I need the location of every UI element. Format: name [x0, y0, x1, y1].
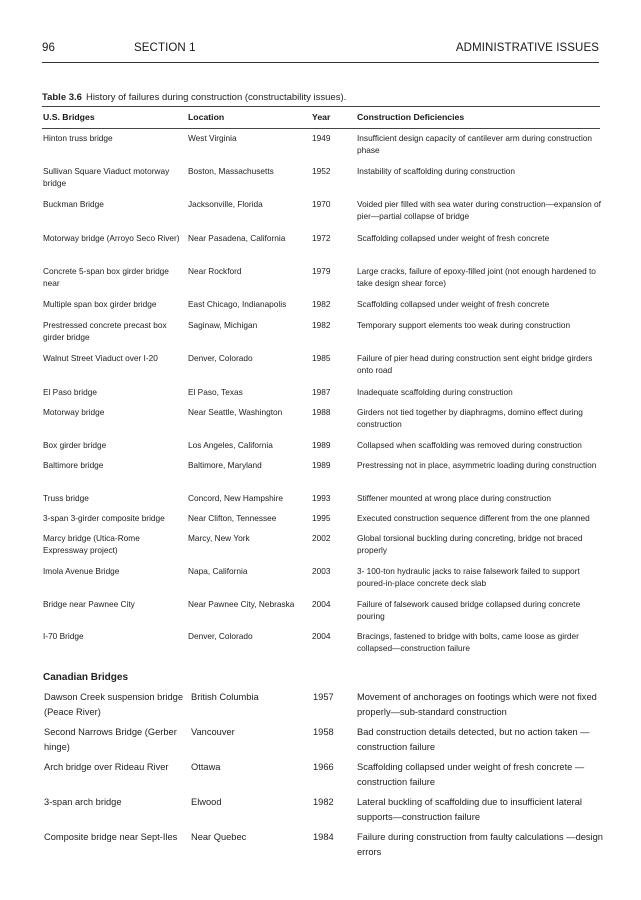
- chapter-title: ADMINISTRATIVE ISSUES: [455, 42, 599, 54]
- location-cell: El Paso, Texas: [188, 387, 243, 397]
- year-cell: 1972: [312, 233, 331, 243]
- bridge-cell: Bridge near Pawnee City: [43, 599, 135, 609]
- year-cell: 1982: [312, 320, 331, 330]
- location-cell: Denver, Colorado: [188, 353, 253, 363]
- deficiency-cell: Temporary support elements too weak during construction: [357, 320, 571, 330]
- location-cell: British Columbia: [191, 692, 259, 702]
- location-cell: Napa, California: [188, 566, 248, 576]
- bridge-cell: Dawson Creek suspension bridge (Peace River): [44, 692, 184, 717]
- deficiency-cell: Bracings, fastened to bridge with bolts, came loose as girder collapsed—construction failure: [357, 631, 579, 654]
- year-cell: 1989: [312, 440, 331, 450]
- bridge-cell: 3-span arch bridge: [44, 797, 122, 807]
- location-cell: Jacksonville, Florida: [188, 199, 263, 209]
- bridge-cell: Composite bridge near Sept-Iles: [44, 832, 178, 842]
- bridge-cell: Baltimore bridge: [43, 460, 104, 470]
- running-head: [42, 42, 599, 58]
- year-cell: 1979: [312, 266, 331, 276]
- deficiency-cell: Insufficient design capacity of cantilever arm during construction phase: [357, 133, 593, 156]
- year-cell: 2004: [312, 599, 331, 609]
- deficiency-cell: Failure during construction from faulty calculations —design errors: [357, 832, 603, 857]
- deficiency-cell: Global torsional buckling during concreting, bridge not braced properly: [357, 533, 583, 556]
- page-number: 96: [42, 42, 55, 54]
- location-cell: Boston, Massachusetts: [188, 166, 274, 176]
- deficiency-cell: Scaffolding collapsed under weight of fresh concrete: [357, 299, 550, 309]
- deficiency-cell: Scaffolding collapsed under weight of fresh concrete —construction failure: [357, 762, 585, 787]
- table-caption: [42, 92, 346, 103]
- location-cell: Vancouver: [191, 727, 235, 737]
- year-cell: 1982: [313, 797, 334, 807]
- deficiency-cell: Voided pier filled with sea water during construction—expansion of pier—partial collapse of bridge: [357, 199, 601, 222]
- bridge-cell: Box girder bridge: [43, 440, 107, 450]
- year-cell: 1993: [312, 493, 331, 503]
- deficiency-cell: Stiffener mounted at wrong place during construction: [357, 493, 552, 503]
- year-cell: 1982: [312, 299, 331, 309]
- deficiency-cell: Lateral buckling of scaffolding due to insufficient lateral supports—construction failure: [357, 797, 582, 822]
- deficiency-cell: 3- 100-ton hydraulic jacks to raise falsework failed to support poured-in-place concrete deck slab: [357, 566, 580, 589]
- deficiency-cell: Prestressing not in place, asymmetric loading during construction: [357, 460, 597, 470]
- location-cell: East Chicago, Indianapolis: [188, 299, 287, 309]
- deficiency-cell: Girders not tied together by diaphragms, domino effect during construction: [357, 407, 583, 430]
- year-cell: 1949: [312, 133, 331, 143]
- bridge-cell: Sullivan Square Viaduct motorway bridge: [43, 166, 170, 189]
- table-label: Table 3.6: [42, 92, 82, 103]
- bridge-cell: Multiple span box girder bridge: [43, 299, 157, 309]
- deficiency-cell: Inadequate scaffolding during construction: [357, 387, 513, 397]
- year-cell: 1970: [312, 199, 331, 209]
- location-cell: Elwood: [191, 797, 222, 807]
- canadian-bridges-heading: Canadian Bridges: [43, 672, 129, 683]
- year-cell: 1987: [312, 387, 331, 397]
- section-label: SECTION 1: [134, 42, 196, 54]
- year-cell: 2004: [312, 631, 331, 641]
- location-cell: Concord, New Hampshire: [188, 493, 283, 503]
- location-cell: West Virginia: [188, 133, 237, 143]
- deficiency-cell: Movement of anchorages on footings which were not fixed properly—sub-standard construction: [357, 692, 597, 717]
- location-cell: Los Angeles, California: [188, 440, 273, 450]
- location-cell: Near Clifton, Tennessee: [188, 513, 277, 523]
- deficiency-cell: Bad construction details detected, but no action taken —construction failure: [357, 727, 590, 752]
- header-rule: [42, 62, 599, 63]
- deficiency-cell: Collapsed when scaffolding was removed during construction: [357, 440, 582, 450]
- location-cell: Baltimore, Maryland: [188, 460, 262, 470]
- year-cell: 1985: [312, 353, 331, 363]
- bridge-cell: Truss bridge: [43, 493, 89, 503]
- column-header-bridge: U.S. Bridges: [43, 112, 95, 122]
- table-caption-text: History of failures during construction (constructability issues).: [85, 92, 347, 103]
- deficiency-cell: Large cracks, failure of epoxy-filled joint (not enough hardened to take design shear force): [357, 266, 596, 289]
- column-header-deficiency: Construction Deficiencies: [357, 112, 465, 122]
- year-cell: 1995: [312, 513, 331, 523]
- year-cell: 1984: [313, 832, 334, 842]
- column-header-year: Year: [312, 112, 331, 122]
- location-cell: Near Pasadena, California: [188, 233, 286, 243]
- bridge-cell: Arch bridge over Rideau River: [44, 762, 169, 772]
- bridge-cell: Motorway bridge (Arroyo Seco River): [43, 233, 180, 243]
- deficiency-cell: Failure of falsework caused bridge collapsed during concrete pouring: [357, 599, 581, 622]
- year-cell: 2003: [312, 566, 331, 576]
- year-cell: 1957: [313, 692, 334, 702]
- bridge-cell: 3-span 3-girder composite bridge: [43, 513, 165, 523]
- location-cell: Near Seattle, Washington: [188, 407, 283, 417]
- year-cell: 1989: [312, 460, 331, 470]
- location-cell: Ottawa: [191, 762, 221, 772]
- year-cell: 2002: [312, 533, 331, 543]
- bridge-cell: I-70 Bridge: [43, 631, 84, 641]
- bridge-cell: El Paso bridge: [43, 387, 97, 397]
- bridge-cell: Walnut Street Viaduct over I-20: [43, 353, 158, 363]
- deficiency-cell: Executed construction sequence different from the one planned: [357, 513, 590, 523]
- bridge-cell: Marcy bridge (Utica-Rome Expressway project): [43, 533, 140, 556]
- bridge-cell: Hinton truss bridge: [43, 133, 113, 143]
- year-cell: 1952: [312, 166, 331, 176]
- bridge-cell: Second Narrows Bridge (Gerber hinge): [44, 727, 177, 752]
- location-cell: Near Rockford: [188, 266, 242, 276]
- location-cell: Marcy, New York: [188, 533, 250, 543]
- location-cell: Denver, Colorado: [188, 631, 253, 641]
- bridge-cell: Imola Avenue Bridge: [43, 566, 120, 576]
- column-header-location: Location: [188, 112, 225, 122]
- deficiency-cell: Instability of scaffolding during construction: [357, 166, 516, 176]
- location-cell: Near Pawnee City, Nebraska: [188, 599, 295, 609]
- failures-table: [42, 106, 601, 654]
- bridge-cell: Concrete 5-span box girder bridge near: [43, 266, 169, 289]
- table-header-row: [42, 106, 600, 129]
- bridge-cell: Buckman Bridge: [43, 199, 104, 209]
- location-cell: Near Quebec: [191, 832, 247, 842]
- location-cell: Saginaw, Michigan: [188, 320, 258, 330]
- bridge-cell: Prestressed concrete precast box girder bridge: [43, 320, 167, 343]
- bridge-cell: Motorway bridge: [43, 407, 105, 417]
- year-cell: 1958: [313, 727, 334, 737]
- deficiency-cell: Failure of pier head during construction sent eight bridge girders onto road: [357, 353, 593, 376]
- deficiency-cell: Scaffolding collapsed under weight of fresh concrete: [357, 233, 550, 243]
- year-cell: 1988: [312, 407, 331, 417]
- year-cell: 1966: [313, 762, 334, 772]
